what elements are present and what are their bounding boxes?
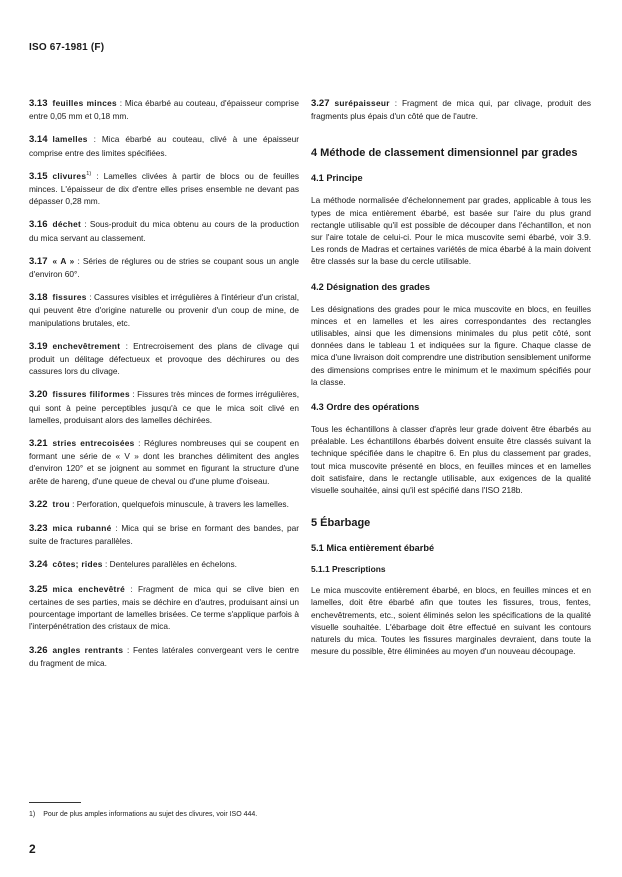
- definition-3-17: 3.17 « A » : Séries de réglures ou de stries se coupant sous un angle d'environ 60°.: [29, 255, 300, 280]
- definition-3-26: 3.26 angles rentrants : Fentes latérales convergeant vers le centre du fragment de mica.: [29, 644, 300, 668]
- section-4-heading: 4 Méthode de classement dimensionnel par grades: [311, 147, 578, 160]
- definition-3-18: 3.18 fissures : Cassures visibles et irrégulières à l'intérieur d'un cristal, qui peuvent être d'origine naturelle ou provenir d'un coup de mine, de manipulations brutales, etc.: [29, 292, 299, 328]
- footnote-divider: [29, 802, 81, 803]
- document-id: ISO 67-1981 (F): [29, 42, 105, 53]
- definition-3-20: 3.20 fissures filiformes : Fissures très minces de formes irrégulières, qui sont à peine perceptibles jusqu'à ce que le mica soit clivé en lamelles, produisant alors des lamelles déchirées.: [29, 389, 299, 425]
- section-5-heading: 5 Ébarbage: [311, 517, 371, 530]
- section-4-3-heading: 4.3 Ordre des opérations: [311, 402, 420, 413]
- section-4-2-text: Les désignations des grades pour le mica muscovite en blocs, en feuilles minces et en lamelles et les aires correspondantes des rectangles utilisables, ainsi que les dimensions minimales du plus petit côté, sont données dans le tableau 1 et indiquées sur la figure. Chaque classe de mica d'une livraison doit comprendre une distribution sensiblement uniforme des dimensions comprises entre le minimum et le maximum spécifiés pour la classe.: [311, 303, 591, 387]
- section-5-1-1-heading: 5.1.1 Prescriptions: [311, 564, 386, 575]
- definition-3-24: 3.24 côtes; rides : Dentelures parallèles en échelons.: [29, 559, 237, 571]
- section-4-2-heading: 4.2 Désignation des grades: [311, 281, 430, 292]
- definition-3-13: 3.13 feuilles minces : Mica ébarbé au couteau, d'épaisseur comprise entre 0,05 mm et 0,18 mm.: [29, 98, 299, 122]
- section-5-1-heading: 5.1 Mica entièrement ébarbé: [311, 543, 435, 554]
- section-4-1-text: La méthode normalisée d'échelonnement par grades, applicable à tous les types de mica entièrement ébarbé, est basée sur l'aire du plus grand rectangle utilisable qu'il est possible de découper dans l'échantillon, et non sur l'aire totale de celui-ci. Pour le mica muscovite semi ébarbé, voir 3.9. Les ronds de Madras et certaines variétés de mica ébarbé à la main doivent être classés sur la base du cercle utilisable.: [311, 195, 591, 267]
- footnote-marker: 1): [86, 171, 92, 178]
- definition-3-25: 3.25 mica enchevêtré : Fragment de mica qui se clive bien en certaines de ses parties, mais se déchire en d'autres, produisant ainsi un pourcentage important de lamelles brisées. Ce terme s'applique parfois à l'interpénétration des cristaux de mica.: [29, 583, 299, 632]
- definition-3-15: 3.15 clivures$^{1)}$ : Lamelles clivées à partir de blocs ou de feuilles minces. L'épaisseur de dix d'entre elles prises ensemble ne devant pas dépasser 0,28 mm.: [29, 170, 299, 207]
- page-number: 2: [29, 842, 36, 856]
- definition-3-16: 3.16 déchet : Sous-produit du mica obtenu au cours de la production du mica servant au classement.: [29, 219, 299, 243]
- footnote: [29, 811, 257, 818]
- left-column: [29, 97, 299, 669]
- section-5-1-1-text: Le mica muscovite entièrement ébarbé, en blocs, en feuilles minces et en lamelles, doit être ébarbé afin que toutes les fissures, trous, fentes, enchevêtrements, etc., soient éliminés selon les spécifications de la qualité visuelle souhaitée. L'ébarbage doit être effectué en suivant les contours naturels du mica. Toutes les fissures marginales devraient, dans toute la mesure du possible, être éliminées au moyen d'un nouveau découpage.: [311, 585, 591, 657]
- right-column: [311, 97, 591, 657]
- definition-3-27: 3.27 surépaisseur : Fragment de mica qui, par clivage, produit des fragments plus épais d'un côté que de l'autre.: [311, 98, 591, 122]
- definition-3-23: 3.23 mica rubanné : Mica qui se brise en formant des bandes, par suite de fractures parallèles.: [29, 523, 300, 547]
- section-4-1-heading: 4.1 Principe: [311, 173, 363, 184]
- definition-3-22: 3.22 trou : Perforation, quelquefois minuscule, à travers les lamelles.: [29, 498, 289, 510]
- definition-3-19: 3.19 enchevêtrement : Entrecroisement des plans de clivage qui produit un délitage défectueux et provoque des déchirures ou des cassures lors du clivage.: [29, 340, 299, 377]
- footnote-number: 1): [29, 811, 36, 818]
- footnote-text: Pour de plus amples informations au sujet des clivures, voir ISO 444.: [43, 811, 258, 818]
- section-4-3-text: Tous les échantillons à classer d'après leur grade doivent être ébarbés au préalable. Les échantillons ébarbés doivent ensuite être classés suivant la technique spécifiée dans le chapitre 6. En plus du classement par grades, tout mica muscovite présenté en blocs, en feuilles minces et en lamelles doit satisfaire, dans le rectangle utilisable, aux exigences de la qualité visuelle souhaitée, ainsi qu'il est spécifié dans l'ISO 218b.: [311, 424, 591, 496]
- definition-3-21: 3.21 stries entrecoisées : Réglures nombreuses qui se coupent en formant une série de « V » dont les branches délimitent des angles d'environ 120° et se joignent au sommet en figurant la structure d'une arête de hareng, d'une queue de cheval ou d'une plume d'oiseau.: [29, 438, 299, 486]
- definition-3-14: 3.14 lamelles : Mica ébarbé au couteau, clivé à une épaisseur comprise entre des limites spécifiées.: [29, 134, 299, 158]
